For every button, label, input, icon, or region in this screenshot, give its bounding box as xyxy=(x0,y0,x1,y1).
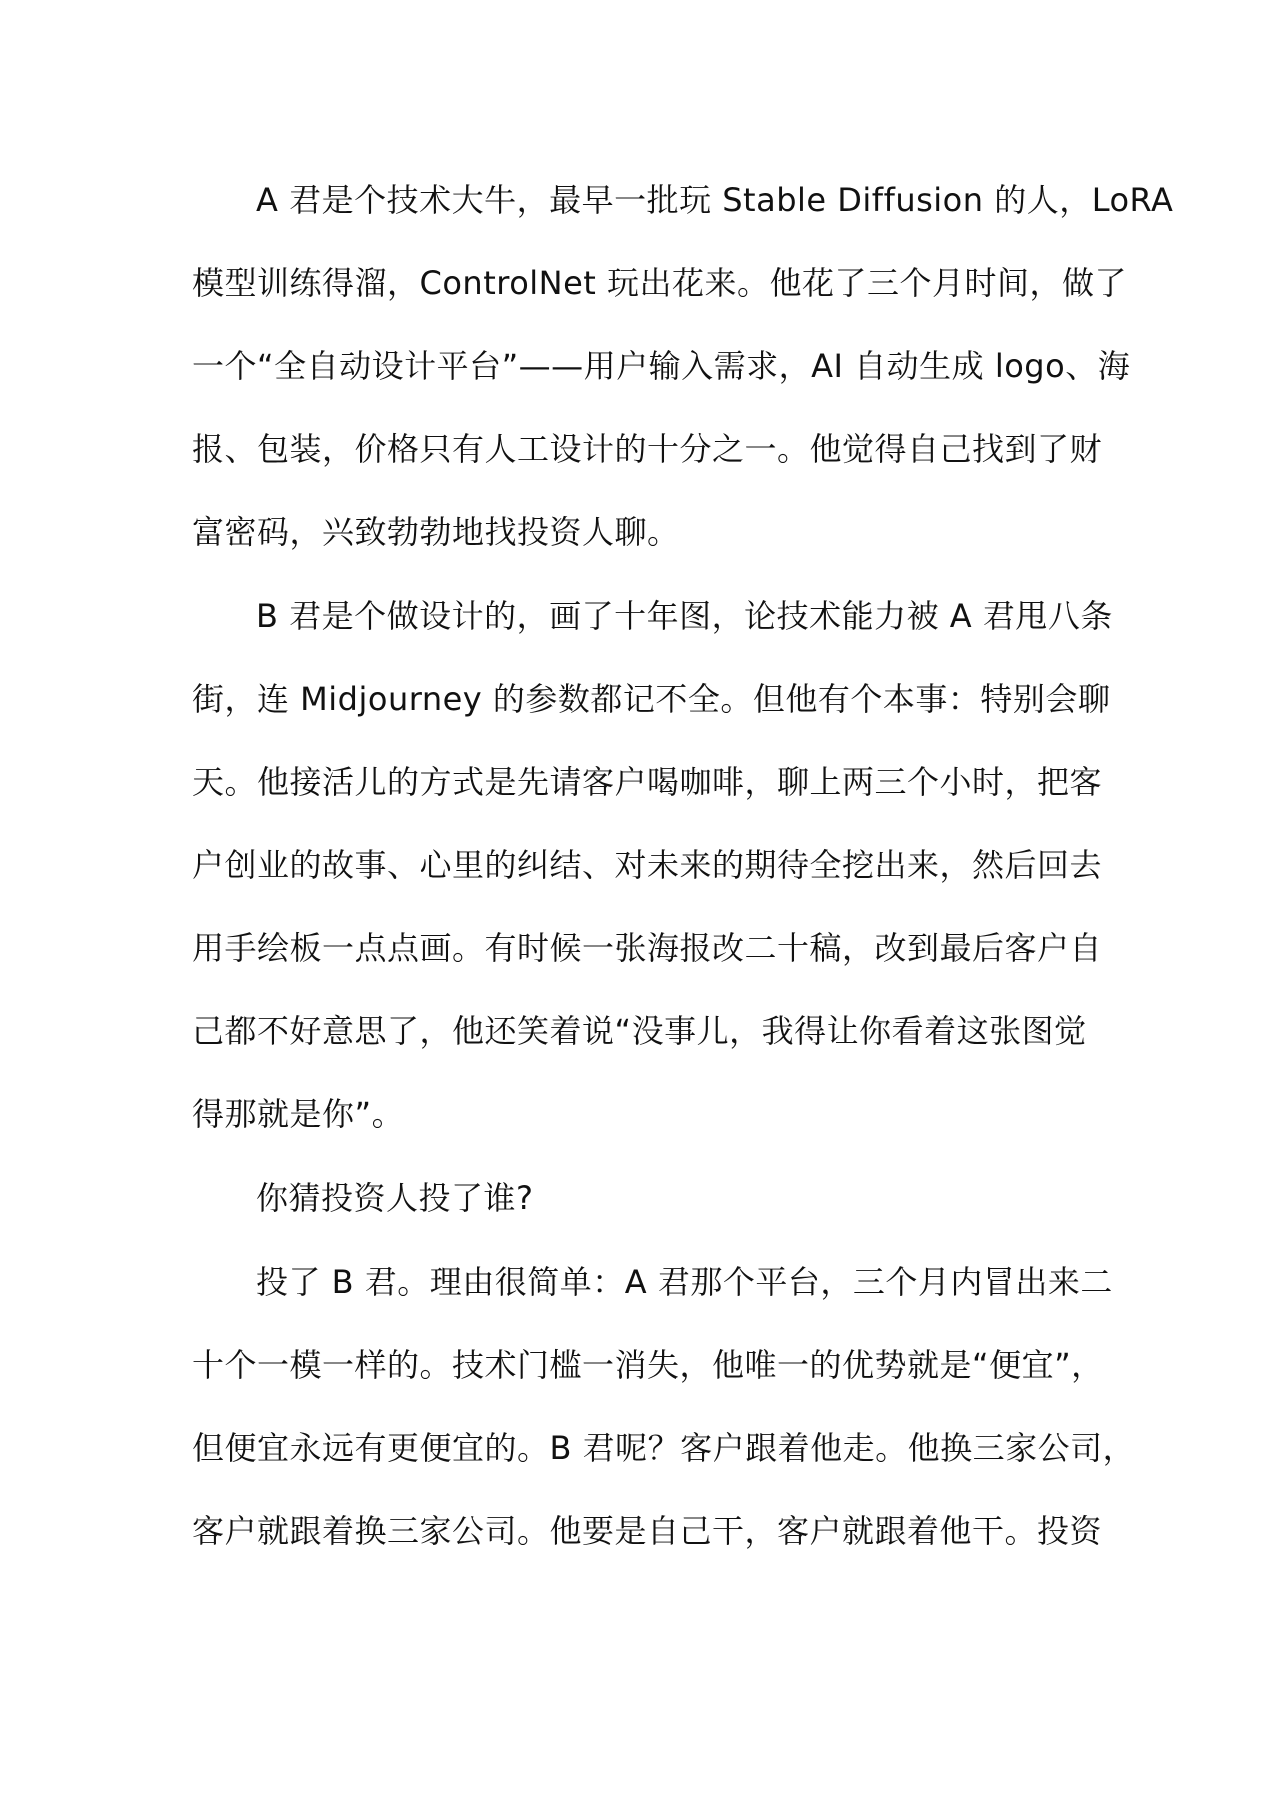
paragraph-2-line-3: 天。他接活儿的方式是先请客户喝咖啡，聊上两三个小时，把客 xyxy=(192,763,1103,801)
paragraph-4-line-2: 十个一模一样的。技术门槛一消失，他唯一的优势就是“便宜”， xyxy=(192,1346,1104,1384)
paragraph-4-line-1: 投了 B 君。理由很简单：A 君那个平台，三个月内冒出来二 xyxy=(256,1263,1113,1301)
paragraph-2-line-6: 己都不好意思了，他还笑着说“没事儿，我得让你看着这张图觉 xyxy=(192,1012,1087,1050)
paragraph-1-line-5: 富密码，兴致勃勃地找投资人聊。 xyxy=(192,513,680,551)
paragraph-1-line-4: 报、包装，价格只有人工设计的十分之一。他觉得自己找到了财 xyxy=(192,430,1103,468)
paragraph-2-line-5: 用手绘板一点点画。有时候一张海报改二十稿，改到最后客户自 xyxy=(192,929,1103,967)
paragraph-4-line-4: 客户就跟着换三家公司。他要是自己干，客户就跟着他干。投资 xyxy=(192,1512,1103,1550)
paragraph-1-line-3: 一个“全自动设计平台”——用户输入需求，AI 自动生成 logo、海 xyxy=(192,347,1131,385)
paragraph-1-line-1: A 君是个技术大牛，最早一批玩 Stable Diffusion 的人，LoRA xyxy=(256,181,1174,219)
paragraph-2-line-2: 街，连 Midjourney 的参数都记不全。但他有个本事：特别会聊 xyxy=(192,680,1111,718)
paragraph-1-line-2: 模型训练得溜，ControlNet 玩出花来。他花了三个月时间，做了 xyxy=(192,264,1128,302)
paragraph-3-line-1: 你猜投资人投了谁? xyxy=(256,1179,534,1217)
paragraph-2-line-1: B 君是个做设计的，画了十年图，论技术能力被 A 君甩八条 xyxy=(256,597,1113,635)
paragraph-4-line-3: 但便宜永远有更便宜的。B 君呢？客户跟着他走。他换三家公司， xyxy=(192,1429,1136,1467)
paragraph-2-line-7: 得那就是你”。 xyxy=(192,1095,405,1133)
paragraph-2-line-4: 户创业的故事、心里的纠结、对未来的期待全挖出来，然后回去 xyxy=(192,846,1103,884)
